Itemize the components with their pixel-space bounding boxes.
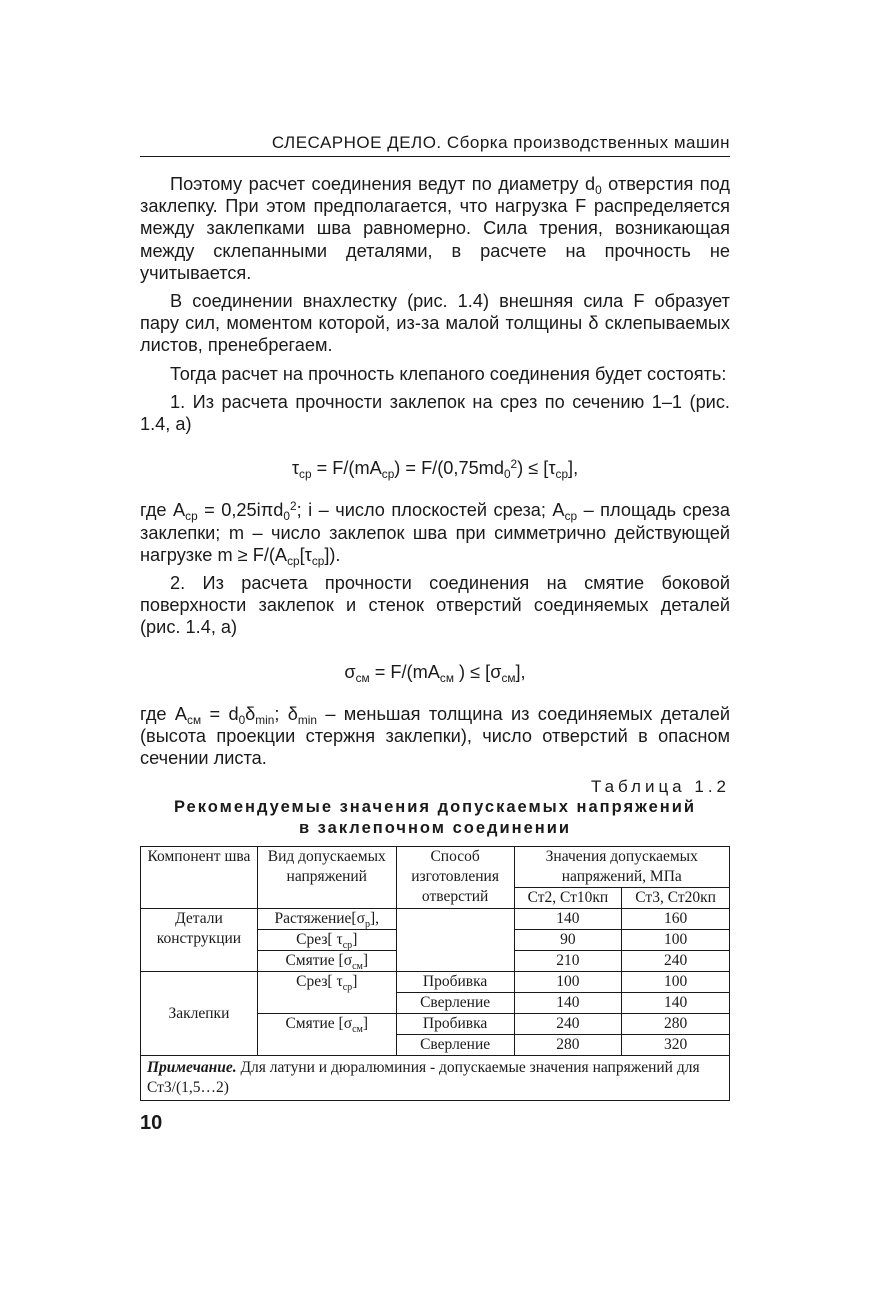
header-steel-2: Ст3, Ст20кп <box>622 888 730 909</box>
paragraph-7: где $A_{см} = d_0\delta_{min}$; $\delta_{min}$ – меньшая толщина из соединяемых деталей (высота проекции стержня заклепки), число отверстий в опасном сечении листа. <box>140 703 730 769</box>
value-cell: 240 <box>622 951 730 972</box>
paragraph-3: Тогда расчет на прочность клепаного соединения будет состоять: <box>170 363 727 384</box>
running-header: СЛЕСАРНОЕ ДЕЛО. Сборка производственных машин <box>140 133 730 157</box>
formula-shear: $\tau_{ср} = F/(mA_{ср}) = F/(0,75md_0^2) \le [\tau_{ср}]$, <box>291 457 579 482</box>
table-note: Примечание. Для латуни и дюралюминия - допускаемые значения напряжений для Ст3/(1,5…2) <box>141 1056 730 1101</box>
stress-bearing: Смятие $[\sigma_{см}]$ <box>257 1014 396 1056</box>
method-empty <box>396 930 514 951</box>
table-note-row <box>141 1056 730 1101</box>
value-cell: 90 <box>514 930 622 951</box>
header-steel-1: Ст2, Ст10кп <box>514 888 622 909</box>
page-number: 10 <box>140 1112 163 1134</box>
value-cell: 240 <box>514 1014 622 1035</box>
method-empty <box>396 951 514 972</box>
group-parts: Детали конструкции <box>141 909 258 972</box>
table-header-row <box>141 847 730 888</box>
table-label: Таблица 1.2 <box>590 777 730 796</box>
paragraph-5: где $A_{ср} = 0,25i\pi d_0^2$; i – число плоскостей среза; $A_{ср}$ – площадь среза заклепки; m – число заклепок шва при симметрично действующей нагрузке $m \ge F/(A_{ср}[\tau_{ср}])$. <box>140 499 730 568</box>
method-punching: Пробивка <box>396 972 514 993</box>
method-empty <box>396 909 514 930</box>
value-cell: 100 <box>514 972 622 993</box>
value-cell: 100 <box>622 930 730 951</box>
paragraph-6: 2. Из расчета прочности соединения на смятие боковой поверхности заклепок и стенок отверстий соединяемых деталей (рис. 1.4, а) <box>140 573 730 638</box>
table-row <box>141 909 730 930</box>
value-cell: 140 <box>622 993 730 1014</box>
method-drilling: Сверление <box>396 1035 514 1056</box>
value-cell: 100 <box>622 972 730 993</box>
group-rivets: Заклепки <box>141 972 258 1056</box>
stress-tension: $Растяжение[\sigma_р]$, <box>257 909 396 930</box>
header-method: Способ изготовления отверстий <box>396 847 514 909</box>
header-component: Компонент шва <box>141 847 258 909</box>
value-cell: 280 <box>514 1035 622 1056</box>
value-cell: 140 <box>514 993 622 1014</box>
header-stress-type: Вид допускаемых напряжений <box>257 847 396 909</box>
body-text <box>140 173 730 775</box>
stress-table <box>140 846 730 1101</box>
value-cell: 160 <box>622 909 730 930</box>
formula-bearing: $\sigma_{см} = F/(mA_{см}$ ) ≤ $[\sigma_{см}]$, <box>344 661 526 685</box>
value-cell: 320 <box>622 1035 730 1056</box>
value-cell: 140 <box>514 909 622 930</box>
method-drilling: Сверление <box>396 993 514 1014</box>
table-title: Рекомендуемые значения допускаемых напряжений в заклепочном соединении <box>173 798 697 837</box>
table-row <box>141 972 730 993</box>
value-cell: 280 <box>622 1014 730 1035</box>
paragraph-4: 1. Из расчета прочности заклепок на срез по сечению 1–1 (рис. 1.4, а) <box>140 391 730 435</box>
paragraph-2: В соединении внахлестку (рис. 1.4) внешняя сила F образует пару сил, моментом которой, из-за малой толщины δ склепываемых листов, пренебрегаем. <box>140 291 730 356</box>
paragraph-1: Поэтому расчет соединения ведут по диаметру $d_0$ отверстия под заклепку. При этом предполагается, что нагрузка F распределяется между заклепками шва равномерно. Сила трения, возникающая между склепанными деталями, в расчете на прочность не учитывается. <box>140 174 730 283</box>
stress-shear: Срез[ $\tau_{ср}$] <box>257 930 396 951</box>
method-punching: Пробивка <box>396 1014 514 1035</box>
stress-shear: Срез[ $\tau_{ср}$] <box>257 972 396 1014</box>
value-cell: 210 <box>514 951 622 972</box>
header-values: Значения допускаемых напряжений, МПа <box>514 847 729 888</box>
stress-bearing: Смятие $[\sigma_{см}]$ <box>257 951 396 972</box>
